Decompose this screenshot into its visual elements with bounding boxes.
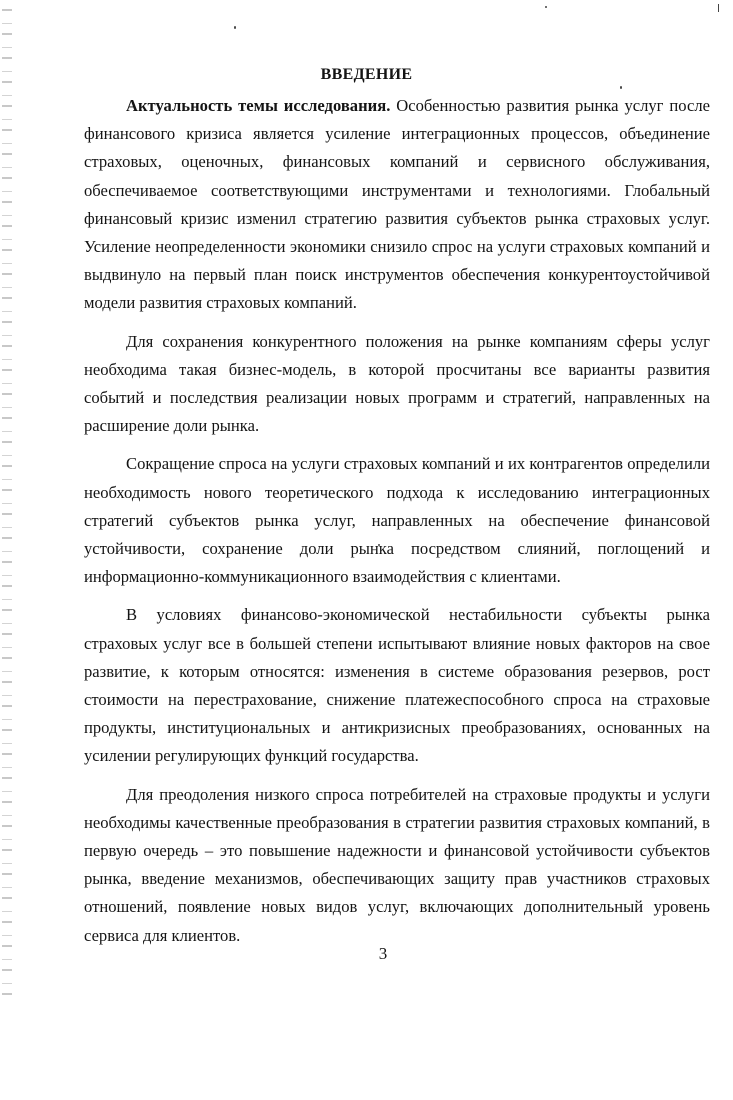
paragraph: [84, 328, 710, 441]
paragraph: [84, 781, 710, 950]
scan-speck: [620, 86, 622, 89]
paragraph: [84, 601, 710, 770]
paragraph: [84, 450, 710, 591]
paragraph: [84, 92, 710, 318]
paragraph-text: Особенностью развития рынка услуг после финансового кризиса является усиление интеграционных процессов, объединение страховых, оценочных, финансовых компаний и сервисного обслуживания, обеспечиваемое соответствующими инструментами и технологиями. Глобальный финансовый кризис изменил стратегию развития субъектов рынка страховых услуг. Усиление неопределенности экономики снизило спрос на услуги страховых компаний и выдвинуло на первый план поиск инструментов обеспечения конкурентоустойчивой модели развития страховых компаний.: [84, 96, 710, 313]
scan-speck: [718, 4, 719, 12]
paragraph-lead: Актуальность темы исследования.: [126, 96, 391, 115]
scan-speck: [234, 26, 236, 29]
paragraph-text: Для сохранения конкурентного положения на рынке компаниям сферы услуг необходима такая бизнес-модель, в которой просчитаны все варианты развития событий и последствия реализации новых программ и стратегий, направленных на расширение доли рынка.: [84, 331, 710, 436]
paragraph-text: В условиях финансово-экономической нестабильности субъекты рынка страховых услуг все в большей степени испытывают влияние новых факторов на свое развитие, к которым относятся: изменения в системе образования резервов, рост стоимости на перестрахование, снижение платежеспособного спроса на страховые продукты, институциональных и антикризисных преобразованиях, основанных на усилении регулирующих функций государства.: [84, 605, 710, 766]
document-body: [84, 92, 710, 960]
scan-edge-artifact: [2, 0, 12, 1000]
page-number: 3: [378, 944, 388, 963]
paragraph-text: Сокращение спроса на услуги страховых компаний и их контрагентов определили необходимость нового теоретического подхода к исследованию интеграционных стратегий субъектов рынка услуг, направленных на обеспечение финансовой устойчивости, сохранение доли рынка посредством слияний, поглощений и информационно-коммуникационного взаимодействия с клиентами.: [84, 454, 710, 587]
document-title: ВВЕДЕНИЕ: [320, 66, 413, 83]
paragraph-text: Для преодоления низкого спроса потребителей на страховые продукты и услуги необходимы качественные преобразования в стратегии развития страховых компаний, в первую очередь – это повышение надежности и финансовой устойчивости субъектов рынка, введение механизмов, обеспечивающих защиту прав участников страховых отношений, появление новых видов услуг, включающих дополнительный уровень сервиса для клиентов.: [84, 784, 710, 945]
scan-speck: [545, 6, 547, 8]
